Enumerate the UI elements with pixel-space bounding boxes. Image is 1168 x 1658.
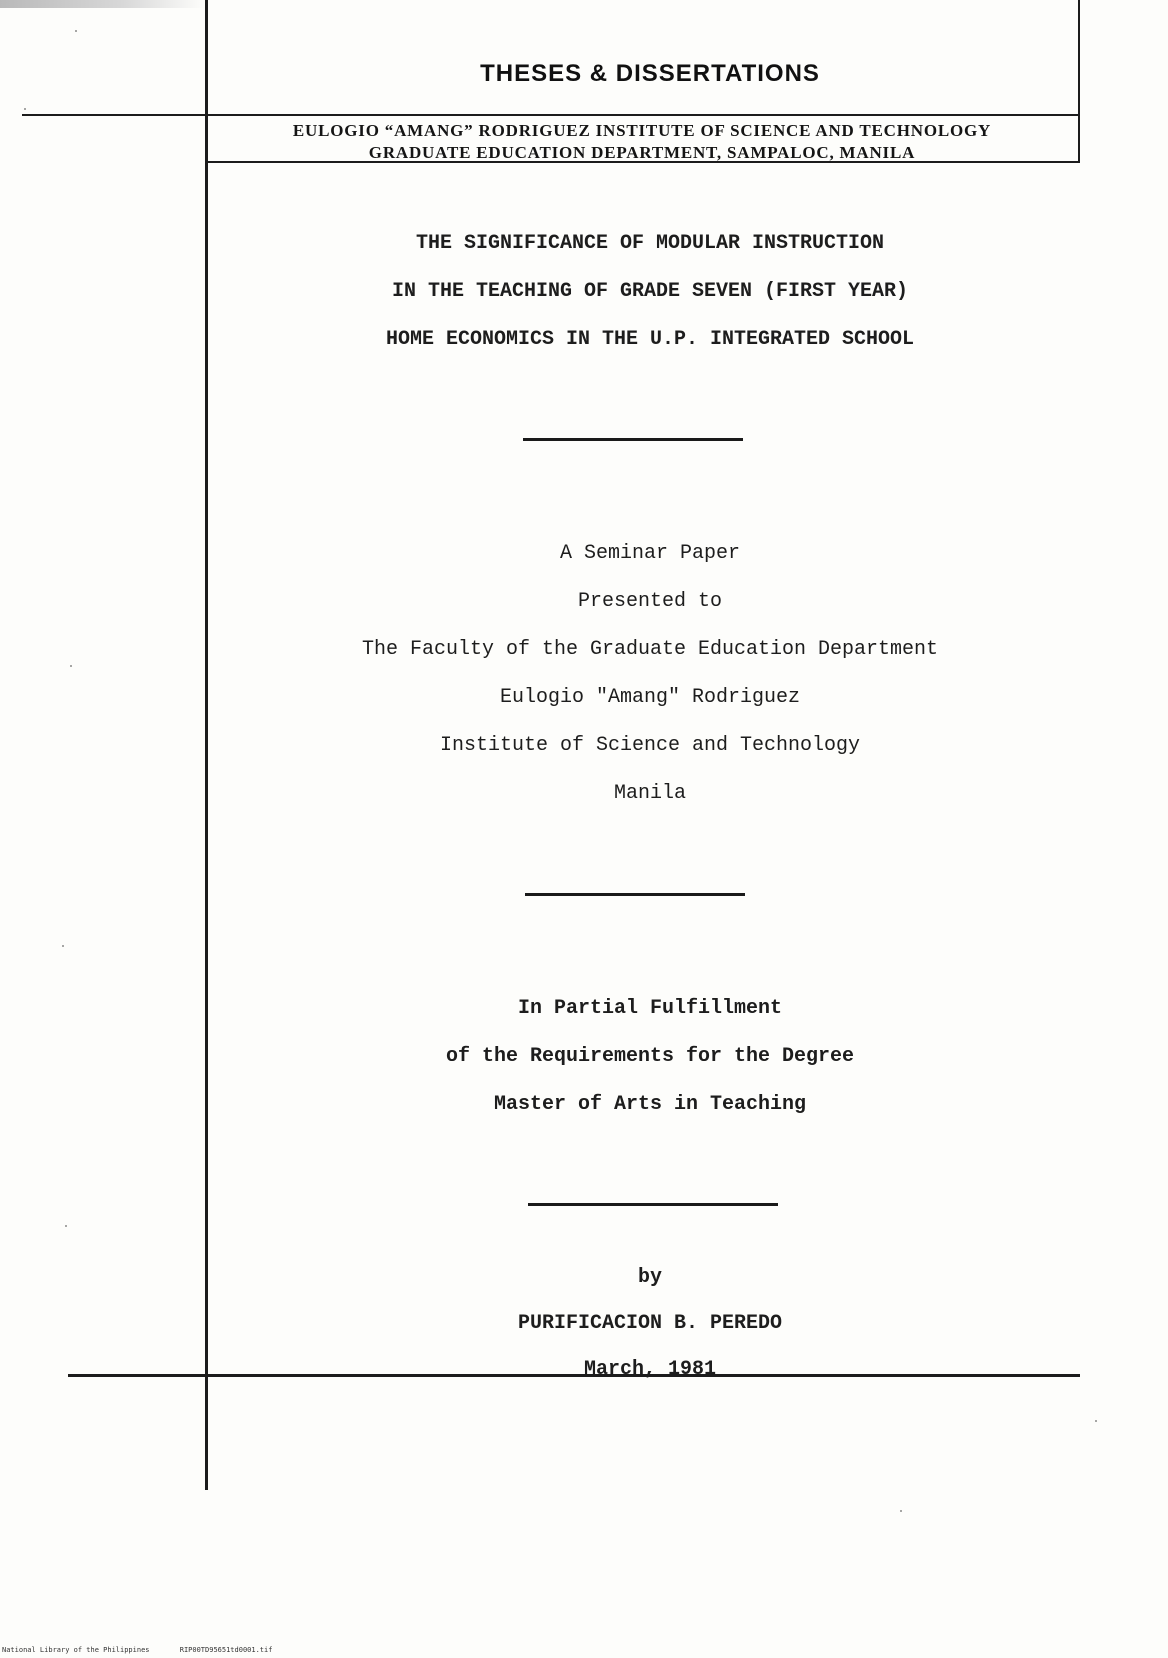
scan-speck: [70, 665, 72, 667]
scan-speck: [65, 1225, 67, 1227]
section-divider: [525, 893, 745, 896]
statement-line: Master of Arts in Teaching: [493, 1093, 807, 1116]
thesis-title: [250, 220, 1050, 364]
institution-header: [212, 120, 1072, 164]
right-margin-rule: [1078, 0, 1080, 162]
archive-source: National Library of the Philippines: [2, 1646, 150, 1654]
title-line: HOME ECONOMICS IN THE U.P. INTEGRATED SCHOOL: [385, 328, 915, 351]
statement-line: In Partial Fulfillment: [517, 997, 783, 1020]
archive-footer: [2, 1646, 272, 1654]
by-label: by: [637, 1266, 662, 1289]
archive-banner: THESES & DISSERTATIONS: [480, 60, 820, 87]
scan-speck: [900, 1510, 902, 1512]
header-top-rule: [22, 114, 1080, 116]
scan-speck: [24, 108, 26, 110]
statement-line: Eulogio "Amang" Rodriguez: [499, 686, 801, 709]
left-margin-rule: [205, 0, 208, 1490]
title-line: THE SIGNIFICANCE OF MODULAR INSTRUCTION: [415, 232, 885, 255]
statement-line: The Faculty of the Graduate Education Department: [361, 638, 939, 661]
institution-name: EULOGIO “AMANG” RODRIGUEZ INSTITUTE OF SCIENCE AND TECHNOLOGY: [292, 121, 992, 140]
scan-speck: [1095, 1420, 1097, 1422]
scan-speck: [75, 30, 77, 32]
presentation-statement: [250, 530, 1050, 818]
scan-speck: [62, 945, 64, 947]
section-divider: [528, 1203, 778, 1206]
statement-line: Presented to: [577, 590, 723, 613]
degree-statement: [250, 985, 1050, 1129]
scan-edge-shadow: [0, 0, 205, 8]
author-name: PURIFICACION B. PEREDO: [517, 1312, 783, 1335]
section-divider: [523, 438, 743, 441]
department-address: GRADUATE EDUCATION DEPARTMENT, SAMPALOC, MANILA: [368, 143, 916, 162]
author-block: [250, 1255, 1050, 1393]
statement-line: Institute of Science and Technology: [439, 734, 861, 757]
statement-line: Manila: [613, 782, 686, 805]
title-line: IN THE TEACHING OF GRADE SEVEN (FIRST YEAR): [391, 280, 909, 303]
statement-line: A Seminar Paper: [559, 542, 741, 565]
statement-line: of the Requirements for the Degree: [445, 1045, 855, 1068]
archive-filename: RIP00TD95651td0001.tif: [179, 1646, 273, 1654]
submission-date: March, 1981: [583, 1358, 717, 1381]
